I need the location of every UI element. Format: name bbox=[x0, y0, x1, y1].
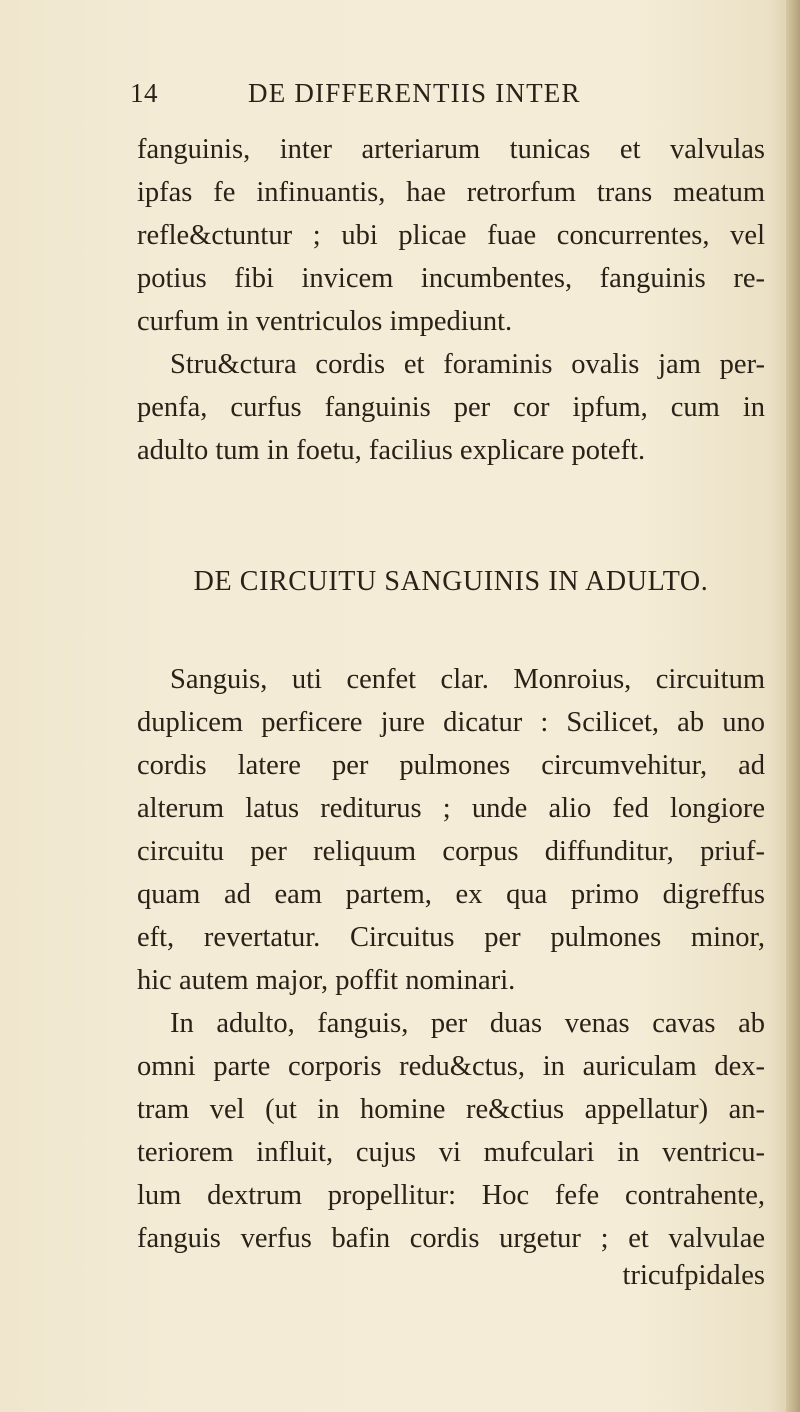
text-line: potius fibi invicem incumbentes, fanguinis re- bbox=[137, 263, 765, 294]
text-line: refle&ctuntur ; ubi plicae fuae concurrentes, vel bbox=[137, 220, 765, 251]
text-line: tram vel (ut in homine re&ctius appellatur) an- bbox=[137, 1094, 765, 1125]
section-heading: DE CIRCUITU SANGUINIS IN ADULTO. bbox=[193, 566, 709, 597]
text-line: duplicem perficere jure dicatur : Scilicet, ab uno bbox=[137, 707, 765, 738]
text-line: circuitu per reliquum corpus diffunditur, priuf- bbox=[137, 836, 765, 867]
text-line: teriorem influit, cujus vi mufculari in ventricu- bbox=[137, 1137, 765, 1168]
text-line: cordis latere per pulmones circumvehitur, ad bbox=[137, 750, 765, 781]
paragraph-2 bbox=[137, 343, 765, 472]
text-line: Stru&ctura cordis et foraminis ovalis jam per- bbox=[170, 349, 765, 380]
paragraph-3 bbox=[137, 658, 765, 1002]
paragraph-1 bbox=[137, 128, 765, 343]
text-line: eft, revertatur. Circuitus per pulmones minor, bbox=[137, 922, 765, 953]
text-line: omni parte corporis redu&ctus, in auriculam dex- bbox=[137, 1051, 765, 1082]
text-line: lum dextrum propellitur: Hoc fefe contrahente, bbox=[137, 1180, 765, 1211]
paragraph-4 bbox=[137, 1002, 765, 1260]
text-line: fanguis verfus bafin cordis urgetur ; et valvulae bbox=[137, 1223, 765, 1254]
text-line: ipfas fe infinuantis, hae retrorfum trans meatum bbox=[137, 177, 765, 208]
text-line: In adulto, fanguis, per duas venas cavas ab bbox=[170, 1008, 765, 1039]
running-header bbox=[130, 78, 770, 112]
text-line: penfa, curfus fanguinis per cor ipfum, cum in bbox=[137, 392, 765, 423]
running-title: DE DIFFERENTIIS INTER bbox=[248, 78, 581, 108]
page-number: 14 bbox=[130, 78, 158, 108]
text-line: quam ad eam partem, ex qua primo digreffus bbox=[137, 879, 765, 910]
text-line: adulto tum in foetu, facilius explicare poteft. bbox=[137, 435, 646, 466]
catchword: tricufpidales bbox=[622, 1260, 765, 1291]
text-line: fanguinis, inter arteriarum tunicas et valvulas bbox=[137, 134, 765, 165]
text-line: alterum latus rediturus ; unde alio fed longiore bbox=[137, 793, 765, 824]
text-line: Sanguis, uti cenfet clar. Monroius, circuitum bbox=[170, 664, 765, 695]
text-line: curfum in ventriculos impediunt. bbox=[137, 306, 513, 337]
text-line: hic autem major, poffit nominari. bbox=[137, 965, 516, 996]
page-edge-shadow bbox=[786, 0, 800, 1412]
